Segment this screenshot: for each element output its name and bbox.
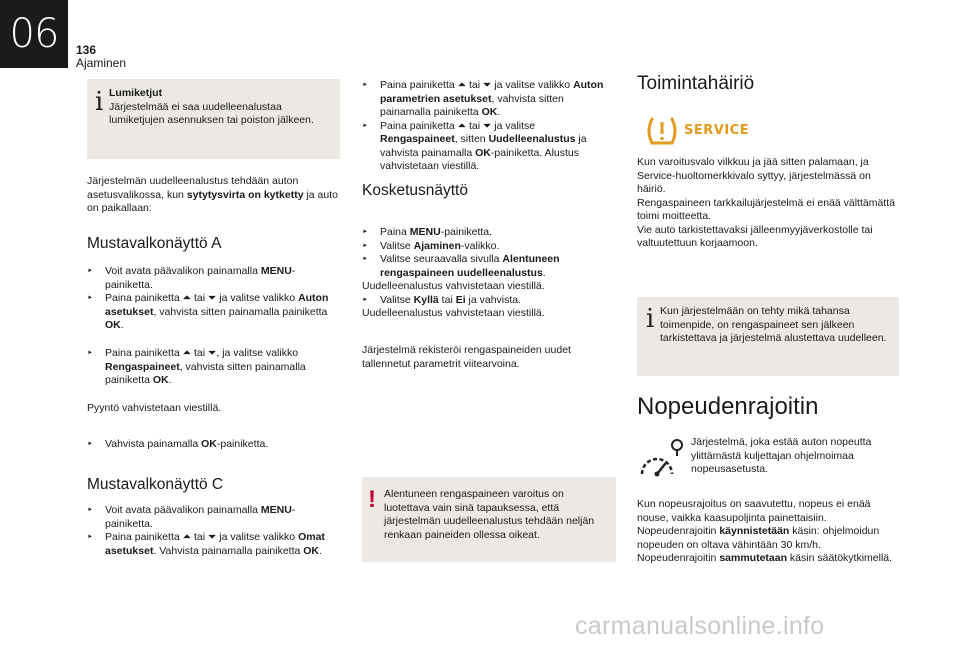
tyre-check-note [637,297,899,376]
list-item: ‣ Voit avata päävalikon painamalla MENU-painiketta. [87,504,340,531]
page-number: 136 [76,43,97,57]
info-icon: i [95,87,104,117]
note-text: Järjestelmää ei saa uudelleenalustaa lumiketjujen asennuksen tai poiston jälkeen. [109,100,314,126]
service-icon: SERVICE [684,123,750,138]
list-item: ‣ Vahvista painamalla OK-painiketta. [87,438,340,452]
display-a-steps-2 [87,347,340,388]
list-item: ‣ Paina painiketta ⏶ tai ⏷ ja valitse valikko Omat asetukset. Vahvista painamalla painiketta OK. [87,531,340,558]
heading-display-c: Mustavalkonäyttö C [87,476,224,493]
reset-intro: Järjestelmän uudelleenalustus tehdään auton asetusvalikossa, kun sytytysvirta on kytketty ja auto on paikallaan: [87,175,338,214]
list-item: ‣ Valitse seuraavalla sivulla Alentuneen rengaspaineen uudelleenalustus. [362,253,615,280]
warning-icon: ! [368,486,376,513]
note-title: Lumiketjut [109,87,163,99]
list-item: ‣ Paina MENU-painiketta. [362,226,615,240]
speed-limiter-text: Kun nopeusrajoitus on saavutettu, nopeus ei enää nouse, vaikka kaasupoljinta painettaisiin. Nopeudenrajoitin käynnistetään käsin: ohjelmoidun nopeuden on oltava vähintään 30 km/h. Nopeudenrajoitin sammutetaan käsin säätökytkimellä. [637,498,893,564]
heading-malfunction: Toimintahäiriö [637,73,755,94]
tyre-warning-icon [644,116,680,151]
request-confirm: Pyyntö vahvistetaan viestillä. [87,402,222,414]
speed-limiter-intro: Järjestelmä, joka estää auton nopeutta ylittämästä kuljettajan ohjelmoimaa nopeusasetusta. [691,436,872,475]
list-item: ‣ Paina painiketta ⏶ tai ⏷, ja valitse valikko Rengaspaineet, vahvista sitten painamalla painiketta OK. [87,347,340,388]
watermark: carmanualsonline.info [575,612,825,640]
list-item: ‣ Paina painiketta ⏶ tai ⏷ ja valitse valikko Auton asetukset, vahvista sitten painamalla painiketta OK. [87,292,340,333]
snow-chains-note [87,79,340,159]
speed-limiter-icon [637,436,685,487]
chapter-number: 06 [0,0,68,68]
note-text: Kun järjestelmään on tehty mikä tahansa toimenpide, on rengaspaineet sen jälkeen tarkistettava ja järjestelmä alustettava uudelleen. [660,305,887,344]
list-item: ‣ Valitse Kyllä tai Ei ja vahvista. [362,294,615,308]
heading-touchscreen: Kosketusnäyttö [362,182,468,199]
list-item: ‣ Valitse Ajaminen-valikko. [362,240,615,254]
vehicle-settings-steps [362,79,615,174]
reset-confirm-msg: Uudelleenalustus vahvistetaan viestillä. [362,280,545,292]
display-a-steps-3 [87,438,340,452]
display-c-steps [87,504,340,558]
info-icon: i [646,304,655,334]
list-item: ‣ Voit avata päävalikon painamalla MENU-painiketta. [87,265,340,292]
display-a-steps [87,265,340,333]
heading-speed-limiter: Nopeudenrajoitin [637,393,819,420]
list-item: ‣ Paina painiketta ⏶ tai ⏷ ja valitse Rengaspaineet, sitten Uudelleenalustus ja vahvista painamalla OK-painiketta. Alustus vahvistetaan viestillä. [362,120,615,174]
reset-confirm-msg-2: Uudelleenalustus vahvistetaan viestillä. [362,307,545,319]
touchscreen-steps [362,226,615,321]
malfunction-text: Kun varoitusvalo vilkkuu ja jää sitten palamaan, ja Service-huoltomerkkivalo syttyy, järjestelmässä on häiriö. Rengaspaineen tarkkailujärjestelmä ei enää välttämättä toimi moitteetta. Vie auto tarkistettavaksi jälleenmyyjäverkostolle tai valtuutettuun korjaamoon. [637,156,895,249]
list-item: ‣ Paina painiketta ⏶ tai ⏷ ja valitse valikko Auton parametrien asetukset, vahvista sitten painamalla painiketta OK. [362,79,615,120]
warning-box [362,477,616,562]
section-title: Ajaminen [76,56,127,70]
warning-text: Alentuneen rengaspaineen varoitus on luotettava vain sinä tapauksessa, että järjestelmän uudelleenalustus tehdään neljän renkaan paineiden ollessa oikeat. [384,488,595,541]
heading-display-a: Mustavalkonäyttö A [87,235,222,252]
saved-params-text: Järjestelmä rekisteröi rengaspaineiden uudet tallennetut parametrit viitearvoina. [362,344,571,370]
